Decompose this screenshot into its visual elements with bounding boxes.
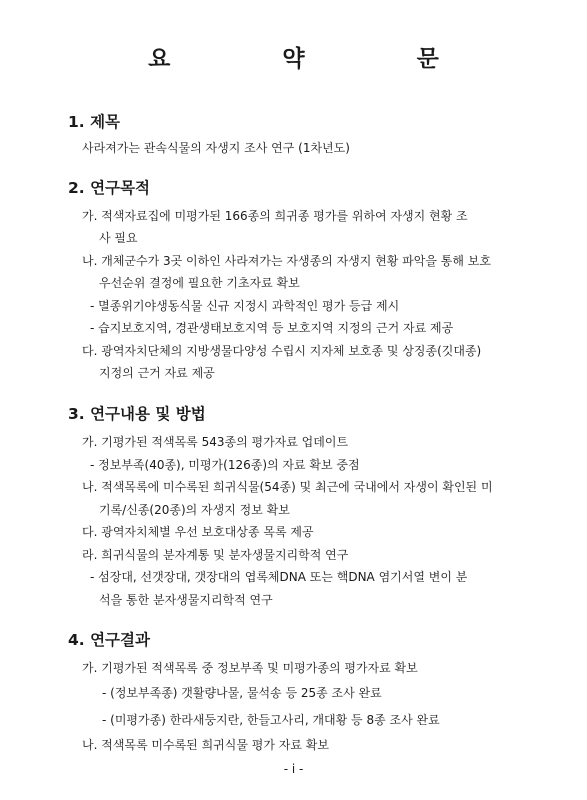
section-4-heading: 4. 연구결과 xyxy=(68,631,150,649)
section-3-line: 나. 적색목록에 미수록된 희귀식물(54종) 및 최근에 국내에서 자생이 확인된 미 xyxy=(82,480,493,494)
section-2-line: 가. 적색자료집에 미평가된 166종의 희귀종 평가를 위하여 자생지 현황 조 xyxy=(82,209,468,223)
section-3-line: 석을 통한 분자생물지리학적 연구 xyxy=(99,593,273,607)
section-3-bullet: - 섬장대, 선갯장대, 갯장대의 엽록체DNA 또는 핵DNA 염기서열 변이 분 xyxy=(90,570,468,584)
section-4-line: 나. 적색목록 미수록된 희귀식물 평가 자료 확보 xyxy=(82,738,329,752)
section-2-line: 지정의 근거 자료 제공 xyxy=(99,366,215,380)
section-3-line: 라. 희귀식물의 분자계통 및 분자생물지리학적 연구 xyxy=(82,548,349,562)
section-2-line: 사 필요 xyxy=(99,231,138,245)
section-2-line: 우선순위 결정에 필요한 기초자료 확보 xyxy=(99,276,300,290)
section-4-line: 가. 기평가된 적색목록 중 정보부족 및 미평가종의 평가자료 확보 xyxy=(82,661,418,675)
section-3-bullet: - 정보부족(40종), 미평가(126종)의 자료 확보 중점 xyxy=(90,458,360,472)
section-3-heading: 3. 연구내용 및 방법 xyxy=(68,405,206,423)
section-2-line: 나. 개체군수가 3곳 이하인 사라져가는 자생종의 자생지 현황 파악을 통해 보호 xyxy=(82,254,491,268)
section-1-heading: 1. 제목 xyxy=(68,113,121,131)
section-3-line: 다. 광역자치체별 우선 보호대상종 목록 제공 xyxy=(82,525,314,539)
section-1-text: 사라져가는 관속식물의 자생지 조사 연구 (1차년도) xyxy=(82,141,350,155)
section-2-line: 다. 광역자치단체의 지방생물다양성 수립시 지자체 보호종 및 상징종(깃대종) xyxy=(82,344,482,358)
section-2-bullet: - 습지보호지역, 경관생태보호지역 등 보호지역 지정의 근거 자료 제공 xyxy=(90,321,454,335)
page-title: 요 약 문 xyxy=(148,45,491,72)
section-4-bullet: - (미평가종) 한라새둥지란, 한들고사리, 개대황 등 8종 조사 완료 xyxy=(102,713,440,727)
section-3-line: 기록/신종(20종)의 자생지 정보 확보 xyxy=(99,503,290,517)
page-number: - i - xyxy=(283,762,304,776)
section-3-line: 가. 기평가된 적색목록 543종의 평가자료 업데이트 xyxy=(82,435,349,449)
section-2-heading: 2. 연구목적 xyxy=(68,179,150,197)
section-2-bullet: - 멸종위기야생동식물 신규 지정시 과학적인 평가 등급 제시 xyxy=(90,299,400,313)
section-4-bullet: - (정보부족종) 갯활량나물, 물석송 등 25종 조사 완료 xyxy=(102,686,382,700)
